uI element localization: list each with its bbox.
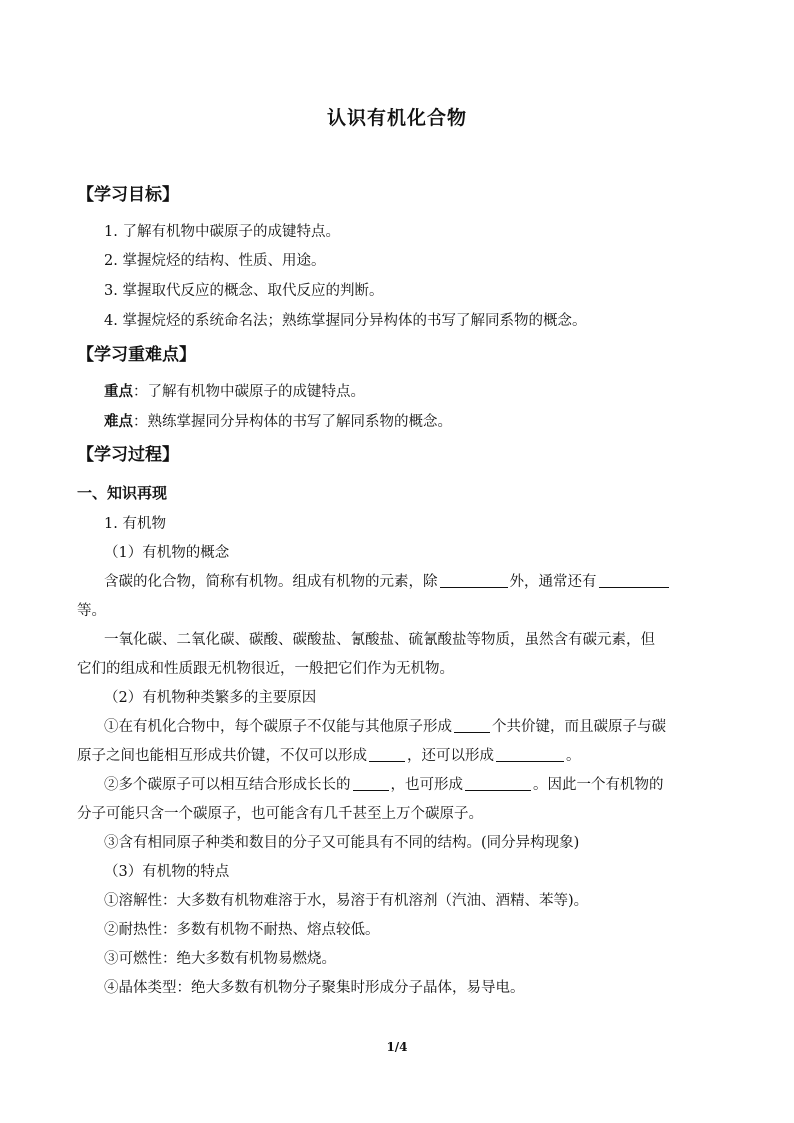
page-title: 认识有机化合物: [326, 107, 467, 129]
fill-blank[interactable]: [353, 776, 389, 791]
hard-text: ：熟练掌握同分异构体的书写了解同系物的概念。: [133, 414, 452, 430]
part1-heading: 一、知识再现: [77, 484, 168, 502]
concept-paragraph-line1: [104, 570, 671, 591]
inorganic-note-line1: 一氧化碳、二氧化碳、碳酸、碳酸盐、氰酸盐、硫氰酸盐等物质，虽然含有碳元素，但: [104, 632, 655, 648]
concept-paragraph-line2: 等。: [77, 603, 106, 619]
hard-point-line: [104, 410, 452, 431]
process-heading: 【学习过程】: [77, 445, 179, 465]
goal-item: 2. 掌握烷烃的结构、性质、用途。: [104, 253, 326, 269]
reason2-line1: [104, 773, 664, 794]
text-span: 个共价键，而且碳原子与碳: [492, 719, 666, 735]
fill-blank[interactable]: [465, 776, 531, 791]
fill-blank[interactable]: [454, 718, 490, 733]
goal-item: 1. 了解有机物中碳原子的成键特点。: [104, 224, 340, 240]
fill-blank[interactable]: [496, 747, 564, 762]
feature-solubility: ①溶解性：大多数有机物难溶于水，易溶于有机溶剂（汽油、酒精、苯等)。: [104, 893, 589, 909]
subheading-reasons: （2）有机物种类繁多的主要原因: [104, 690, 317, 706]
subheading-features: （3）有机物的特点: [104, 864, 230, 880]
key-label: 重点: [104, 383, 133, 400]
goals-heading: 【学习目标】: [77, 185, 179, 205]
text-span: 含碳的化合物，简称有机物。组成有机物的元素，除: [104, 574, 438, 590]
text-span: ，还可以形成: [407, 748, 494, 764]
page-number: 1/4: [386, 1040, 408, 1054]
reason1-line2: [77, 744, 581, 765]
key-text: ：了解有机物中碳原子的成键特点。: [133, 384, 365, 400]
goal-item: 3. 掌握取代反应的概念、取代反应的判断。: [104, 283, 384, 299]
text-span: ，也可形成: [390, 777, 463, 793]
text-span: 原子之间也能相互形成共价键，不仅可以形成: [77, 748, 367, 764]
feature-heat: ②耐热性：多数有机物不耐热、熔点较低。: [104, 922, 380, 938]
subheading-concept: （1）有机物的概念: [104, 545, 230, 561]
inorganic-note-line2: 它们的组成和性质跟无机物很近，一般把它们作为无机物。: [77, 661, 454, 677]
reason2-line2: 分子可能只含一个碳原子，也可能含有几千甚至上万个碳原子。: [77, 806, 483, 822]
text-span: ①在有机化合物中，每个碳原子不仅能与其他原子形成: [104, 719, 452, 735]
fill-blank[interactable]: [369, 747, 405, 762]
key-point-line: [104, 380, 365, 401]
goal-item: 4. 掌握烷烃的系统命名法；熟练掌握同分异构体的书写了解同系物的概念。: [104, 313, 587, 329]
fill-blank[interactable]: [599, 573, 669, 588]
reason1-line1: [104, 715, 666, 736]
text-span: ②多个碳原子可以相互结合形成长长的: [104, 777, 351, 793]
hard-label: 难点: [104, 413, 133, 430]
feature-crystal: ④晶体类型：绝大多数有机物分子聚集时形成分子晶体，易导电。: [104, 980, 525, 996]
fill-blank[interactable]: [440, 573, 508, 588]
text-span: 。因此一个有机物的: [533, 777, 664, 793]
key-points-heading: 【学习重难点】: [77, 345, 196, 365]
text-span: 。: [566, 748, 581, 764]
reason3-line: ③含有相同原子种类和数目的分子又可能具有不同的结构。(同分异构现象): [104, 835, 580, 851]
text-span: 外，通常还有: [509, 574, 597, 590]
item1-title: 1. 有机物: [104, 516, 166, 532]
feature-flammability: ③可燃性：绝大多数有机物易燃烧。: [104, 951, 336, 967]
